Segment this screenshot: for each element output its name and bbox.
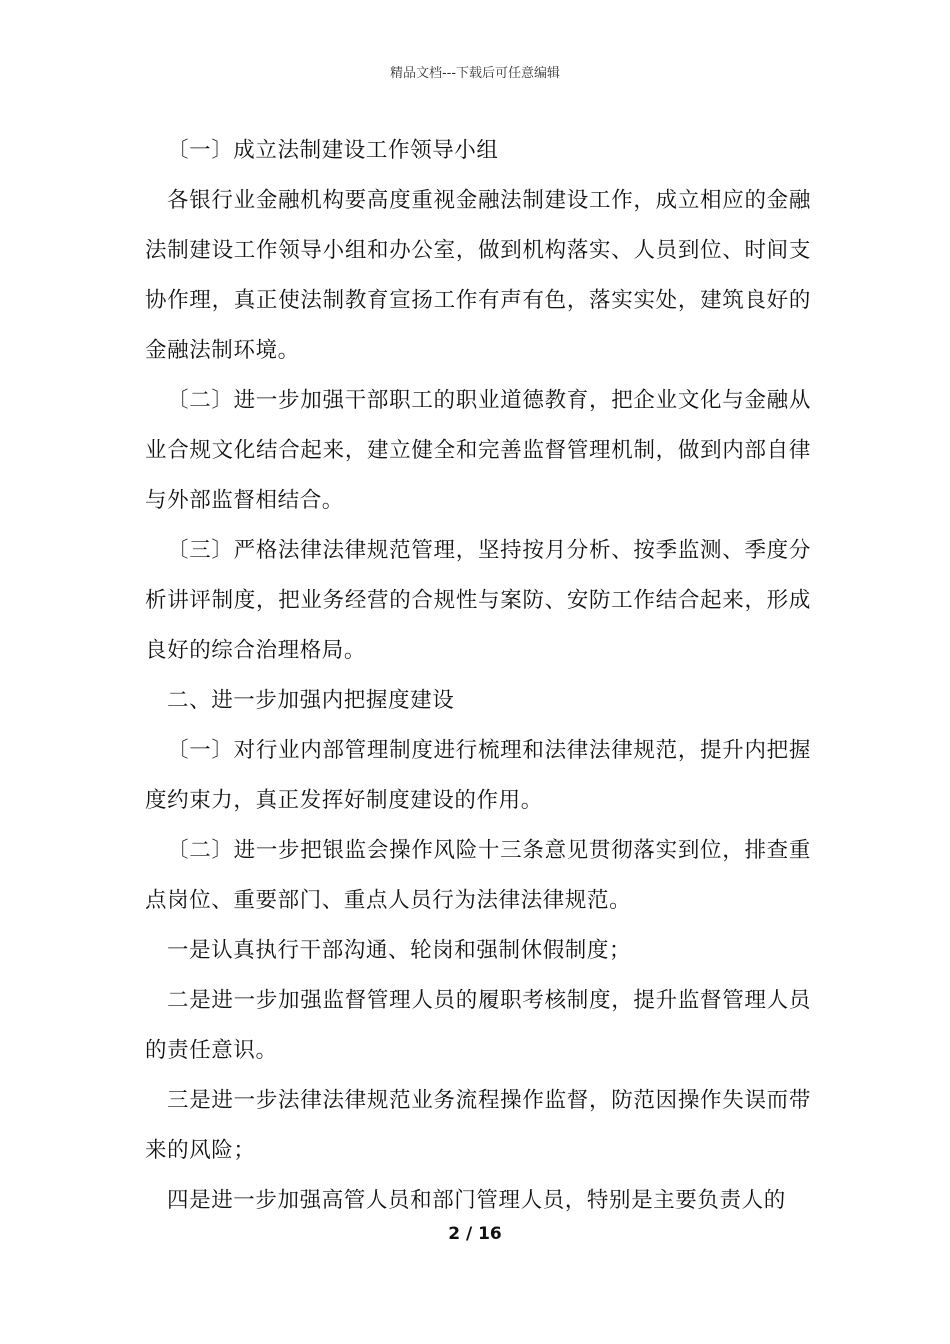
section-heading: 二、进一步加强内把握度建设 — [167, 688, 455, 713]
list-item: 四是进一步加强高管人员和部门管理人员，特别是主要负责人的 — [167, 1188, 786, 1213]
paragraph-heading-1: 〔一〕成立法制建设工作领导小组 — [167, 138, 499, 163]
paragraph: 〔一〕对行业内部管理制度进行梳理和法律法律规范，提升内把握度约束力，真正发挥好制度建设的作用。 — [145, 738, 811, 813]
list-item: 二是进一步加强监督管理人员的履职考核制度，提升监督管理人员的责任意识。 — [145, 988, 811, 1063]
paragraph: 〔二〕进一步加强干部职工的职业道德教育，把企业文化与金融从业合规文化结合起来，建立健全和完善监督管理机制，做到内部自律与外部监督相结合。 — [145, 388, 811, 513]
paragraph: 〔二〕进一步把银监会操作风险十三条意见贯彻落实到位，排查重点岗位、重要部门、重点人员行为法律法律规范。 — [145, 838, 811, 913]
document-body — [145, 126, 811, 1226]
paragraph: 〔三〕严格法律法律规范管理，坚持按月分析、按季监测、季度分析讲评制度，把业务经营的合规性与案防、安防工作结合起来，形成良好的综合治理格局。 — [145, 538, 811, 663]
page-header: 精品文档---下载后可任意编辑 — [389, 66, 561, 81]
page-number: 2 / 16 — [448, 1224, 502, 1244]
list-item: 一是认真执行干部沟通、轮岗和强制休假制度； — [167, 938, 632, 963]
paragraph: 各银行业金融机构要高度重视金融法制建设工作，成立相应的金融法制建设工作领导小组和办公室，做到机构落实、人员到位、时间支协作理，真正使法制教育宣扬工作有声有色，落实实处，建筑良好的金融法制环境。 — [145, 188, 811, 363]
list-item: 三是进一步法律法律规范业务流程操作监督，防范因操作失误而带来的风险； — [145, 1088, 811, 1163]
